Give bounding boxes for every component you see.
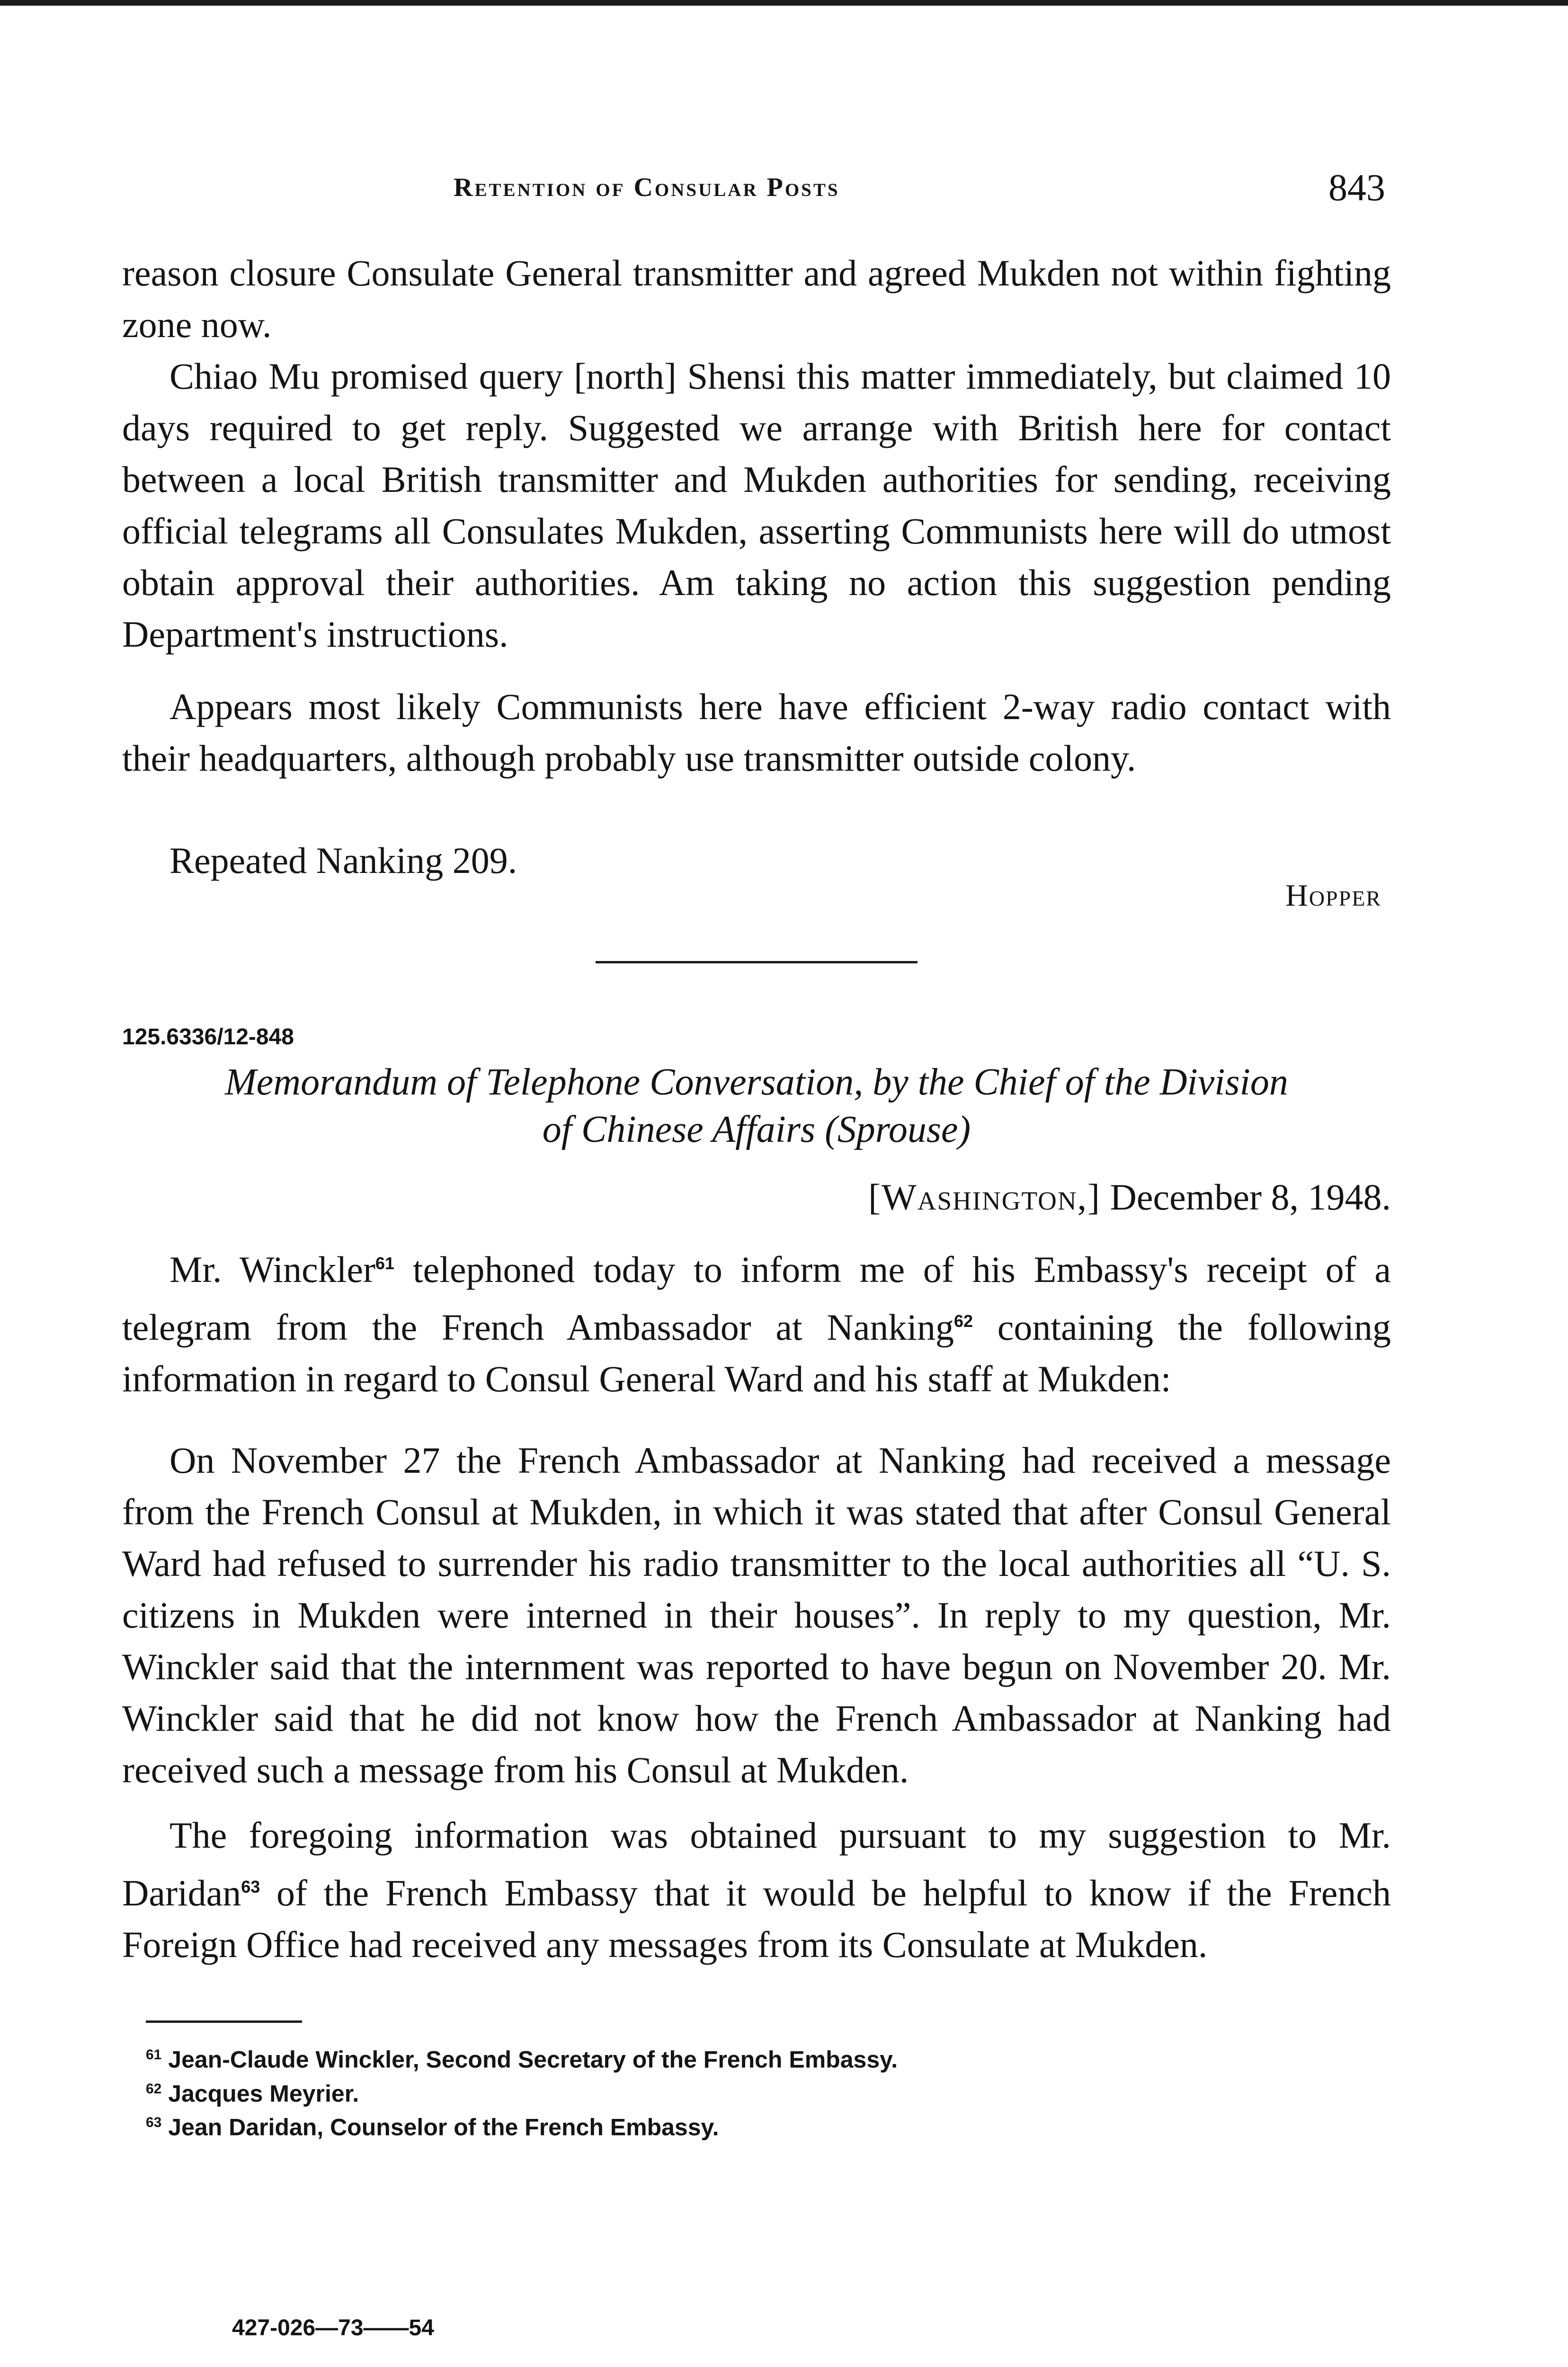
memo-p3-text-a: The foregoing information was obtained pursuant to my suggestion to Mr. Daridan <box>122 1815 1391 1913</box>
telegram-paragraph-4: Repeated Nanking 209. <box>169 840 517 881</box>
document-file-number: 125.6336/12-848 <box>122 1024 294 1050</box>
footnote-number: 62 <box>146 2081 162 2097</box>
telegram-paragraph-2: Chiao Mu promised query [north] Shensi this matter immediately, but claimed 10 days required to get reply. Suggested we arrange with British here for contact between a local British transmitter and Mukden authorities for sending, receiving official telegrams all Consulates Mukden, asserting Communists here will do utmost obtain approval their authorities. Am taking no action this suggestion pending Department's instructions. <box>122 356 1391 655</box>
footnote-ref-61: 61 <box>375 1254 395 1273</box>
footnote-text: Jean Daridan, Counselor of the French Embassy. <box>168 2114 719 2141</box>
memo-paragraph-3 <box>122 1809 1391 1970</box>
running-title: Retention of Consular Posts <box>454 173 840 202</box>
memo-dateline <box>868 1176 1391 1219</box>
footnote-text: Jean-Claude Winckler, Second Secretary of the French Embassy. <box>168 2046 898 2073</box>
dateline-place: [Washington,] <box>868 1176 1101 1218</box>
telegram-paragraph-1: reason closure Consulate General transmitter and agreed Mukden not within fighting zone now. <box>122 252 1391 345</box>
footnotes <box>146 2040 1329 2142</box>
dateline-date: December 8, 1948. <box>1110 1176 1391 1218</box>
footnote-separator <box>146 2020 302 2023</box>
footnote-text: Jacques Meyrier. <box>168 2080 359 2107</box>
memo-p1-text-b: telephoned today to inform me of his Embassy's receipt of a telegram from the French Ambassador at Nanking <box>122 1249 1391 1348</box>
footnote-ref-62: 62 <box>954 1311 973 1331</box>
footnote-62 <box>146 2074 1329 2109</box>
section-separator <box>596 961 918 963</box>
footnote-63 <box>146 2108 1329 2142</box>
memo-p3-text-b: of the French Embassy that it would be helpful to know if the French Foreign Office had received any messages from its Consulate at Mukden. <box>122 1872 1391 1965</box>
document-page <box>122 0 1391 2367</box>
memo-title <box>122 1059 1391 1153</box>
telegram-signature: Hopper <box>1285 878 1381 913</box>
memo-title-line-2: of Chinese Affairs (Sprouse) <box>542 1109 971 1150</box>
printer-code: 427-026—73——54 <box>232 2315 434 2340</box>
memo-p1-text-a: Mr. Winckler <box>169 1249 376 1290</box>
page-number: 843 <box>1328 167 1385 209</box>
footnote-ref-63: 63 <box>241 1877 260 1896</box>
memo-title-line-1: Memorandum of Telephone Conversation, by the Chief of the Division <box>225 1061 1288 1103</box>
memo-paragraph-1 <box>122 1237 1391 1405</box>
footnote-61 <box>146 2040 1329 2074</box>
memo-p1-text-c: containing the following information in regard to Consul General Ward and his staff at Mukden: <box>122 1307 1391 1399</box>
footnote-number: 63 <box>146 2115 162 2131</box>
running-head <box>122 167 1391 209</box>
footnote-number: 61 <box>146 2047 162 2063</box>
memo-paragraph-2: On November 27 the French Ambassador at Nanking had received a message from the French Consul at Mukden, in which it was stated that after Consul General Ward had refused to surrender his radio transmitter to the local authorities all “U. S. citizens in Mukden were interned in their houses”. In reply to my question, Mr. Winckler said that the internment was reported to have begun on November 20. Mr. Winckler said that he did not know how the French Ambassador at Nanking had received such a message from his Consul at Mukden. <box>122 1440 1391 1790</box>
telegram-paragraph-3: Appears most likely Communists here have efficient 2-way radio contact with their headquarters, although probably use transmitter outside colony. <box>122 686 1391 779</box>
